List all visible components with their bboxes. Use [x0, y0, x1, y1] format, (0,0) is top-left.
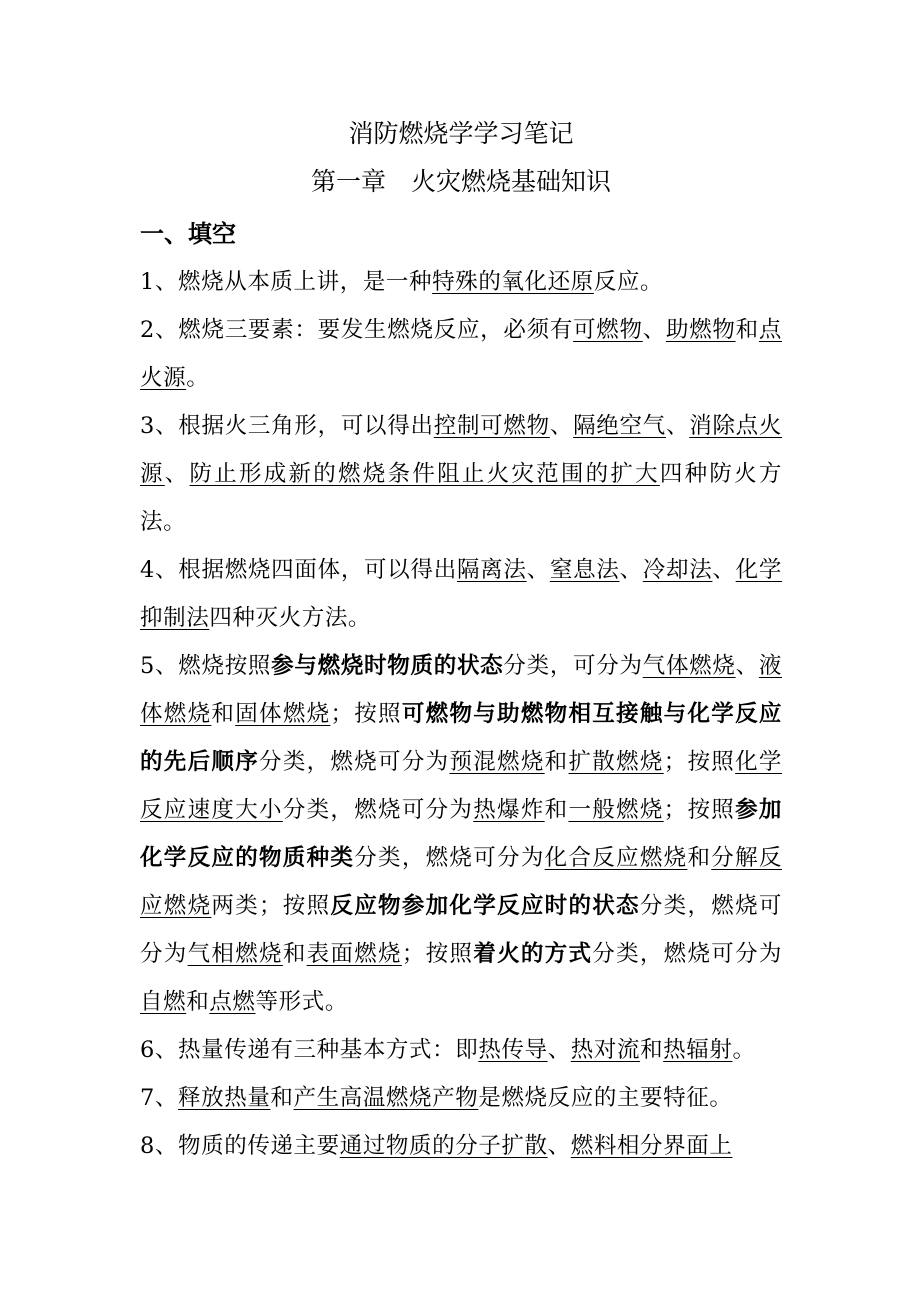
body-text: 、	[164, 461, 190, 487]
body-text: 是燃烧反应的主要特征。	[478, 1085, 733, 1111]
answer-blank: 自燃	[140, 989, 187, 1015]
body-text: 3、根据火三角形，可以得出	[140, 413, 434, 439]
body-text: 和	[270, 1085, 294, 1111]
body-text: 、	[665, 413, 690, 439]
emphasis-text: 可燃物与助燃物相互接触与化学反应的先后顺序	[140, 701, 782, 775]
chapter-title: 第一章 火灾燃烧基础知识	[310, 167, 611, 196]
answer-blank: 释放热量	[178, 1085, 271, 1111]
answer-blank: 通过物质的分子扩散	[339, 1133, 548, 1159]
emphasis-text: 参加化学反应的物质种类	[140, 797, 782, 871]
fill-blank-item-6	[140, 1026, 782, 1074]
emphasis-text: 参与燃烧时物质的状态	[271, 653, 504, 679]
body-text: 四种防火方法。	[140, 461, 782, 535]
body-text: 和	[640, 1037, 664, 1063]
fill-blank-item-4	[140, 546, 782, 642]
answer-blank: 点燃	[209, 989, 256, 1015]
fill-blank-item-3	[140, 402, 782, 546]
answer-blank: 燃料相分界面上	[570, 1133, 733, 1159]
answer-blank: 热传导	[478, 1037, 548, 1063]
body-text: 和	[544, 797, 569, 823]
fill-blank-item-1	[140, 258, 782, 306]
body-text: 、	[619, 557, 643, 583]
answer-blank: 特殊的氧化还原	[432, 269, 594, 295]
body-text: 5、燃烧按照	[140, 653, 272, 679]
answer-blank: 消除点火源	[140, 413, 782, 487]
answer-blank: 热爆炸	[473, 797, 545, 823]
emphasis-text: 反应物参加化学反应时的状态	[330, 893, 640, 919]
answer-blank: 隔离法	[456, 557, 527, 583]
answer-blank: 扩散燃烧	[568, 749, 664, 775]
paragraph-list	[140, 258, 782, 1170]
answer-blank: 预混燃烧	[449, 749, 545, 775]
body-text: 分类，燃烧可分为	[592, 941, 782, 967]
body-text: 、	[526, 557, 550, 583]
section-heading: 一、填空	[140, 220, 236, 248]
fill-blank-item-2	[140, 306, 782, 402]
body-text: 和	[211, 701, 236, 727]
body-text: ；按照	[330, 701, 402, 727]
answer-blank: 助燃物	[665, 317, 736, 343]
fill-blank-item-5	[140, 642, 782, 1026]
body-text: 4、根据燃烧四面体，可以得出	[140, 557, 457, 583]
answer-blank: 窒息法	[549, 557, 620, 583]
answer-blank: 分解反应燃烧	[140, 845, 782, 919]
body-text: 和	[282, 941, 307, 967]
answer-blank: 点火源	[140, 317, 782, 391]
answer-blank: 产生高温燃烧产物	[293, 1085, 479, 1111]
body-text: ；按照	[663, 749, 736, 775]
answer-blank: 冷却法	[642, 557, 713, 583]
body-text: 分类，燃烧可分为	[282, 797, 474, 823]
answer-blank: 化学反应速度大小	[140, 749, 782, 823]
body-text: 和	[687, 845, 712, 871]
body-text: 7、	[140, 1085, 179, 1111]
body-text: 1、燃烧从本质上讲，是一种	[140, 269, 433, 295]
answer-blank: 防止形成新的燃烧条件阻止火灾范围的扩大	[189, 461, 660, 487]
body-text: 四种灭火方法。	[209, 605, 372, 631]
document-title: 消防燃烧学学习笔记	[348, 119, 574, 148]
answer-blank: 控制可燃物	[433, 413, 550, 439]
body-text: 6、热量传递有三种基本方式：即	[140, 1037, 479, 1063]
body-text: 反应。	[593, 269, 664, 295]
body-text: 分类，燃烧可分为	[259, 749, 450, 775]
body-text: 分类，燃烧可分为	[354, 845, 545, 871]
answer-blank: 表面燃烧	[306, 941, 402, 967]
body-text: 分类，可分为	[503, 653, 643, 679]
answer-blank: 气相燃烧	[187, 941, 283, 967]
answer-blank: 可燃物	[573, 317, 643, 343]
answer-blank: 气体燃烧	[642, 653, 736, 679]
answer-blank: 隔绝空气	[573, 413, 666, 439]
answer-blank: 热辐射	[663, 1037, 733, 1063]
body-text: 和	[186, 989, 210, 1015]
fill-blank-item-8	[140, 1122, 782, 1170]
body-text: 分类，燃烧可分为	[140, 893, 782, 967]
body-text: 、	[547, 1037, 571, 1063]
body-text: 2、燃烧三要素：要发生燃烧反应，必须有	[140, 317, 574, 343]
answer-blank: 液体燃烧	[140, 653, 782, 727]
body-text: 两类；按照	[211, 893, 331, 919]
body-text: 等形式。	[255, 989, 348, 1015]
body-text: ；按照	[663, 797, 736, 823]
body-text: 。	[732, 1037, 756, 1063]
answer-blank: 化学抑制法	[140, 557, 782, 631]
body-text: ；按照	[401, 941, 474, 967]
answer-blank: 化合反应燃烧	[544, 845, 688, 871]
body-text: 和	[735, 317, 759, 343]
body-text: 和	[544, 749, 569, 775]
body-text: 、	[642, 317, 666, 343]
answer-blank: 热对流	[570, 1037, 641, 1063]
body-text: 8、物质的传递主要	[140, 1133, 340, 1159]
body-text: 、	[712, 557, 736, 583]
body-text: 、	[735, 653, 759, 679]
fill-blank-item-7	[140, 1074, 782, 1122]
answer-blank: 固体燃烧	[235, 701, 331, 727]
body-text: 、	[549, 413, 574, 439]
answer-blank: 一般燃烧	[568, 797, 664, 823]
emphasis-text: 着火的方式	[473, 941, 593, 967]
body-text: 。	[186, 365, 210, 391]
body-text: 、	[547, 1133, 571, 1159]
